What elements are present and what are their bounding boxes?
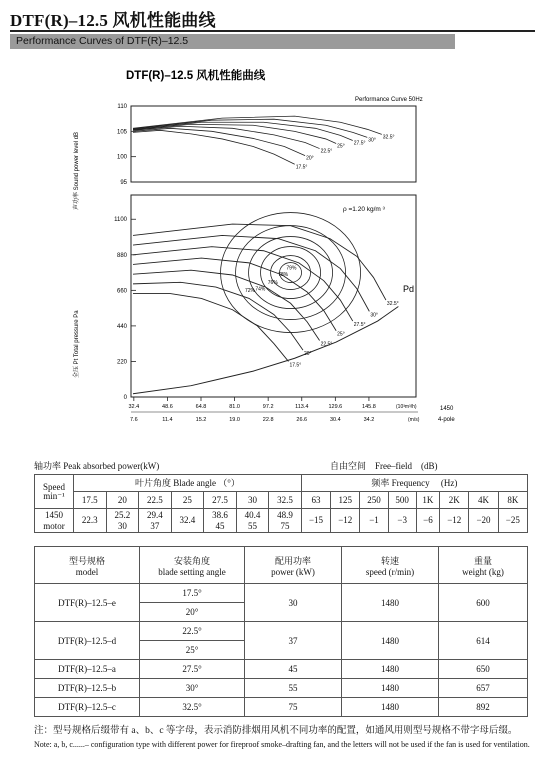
x-tick-label-ms: 30.4 — [329, 417, 341, 423]
pressure-curve — [133, 247, 353, 321]
angle-cell: 30° — [140, 679, 245, 698]
angle-header: 安装角度 blade setting angle — [140, 547, 245, 584]
page-title: DTF(R)–12.5 风机性能曲线 — [10, 11, 216, 30]
angle-cell: 25° — [140, 641, 245, 660]
weight-cell: 650 — [439, 660, 528, 679]
efficiency-contour — [221, 213, 361, 333]
speed-cell: 1480 — [342, 679, 439, 698]
note-chinese: 注：型号规格后缀带有 a、b、c 等字母，表示消防排烟用风机不同功率的配置，如通风用则型号规格不带字母后缀。 — [34, 726, 518, 736]
sound-curve-label: 20° — [306, 155, 314, 162]
angle-header-cell: 27.5 — [204, 492, 237, 509]
x-tick-label-ms: 26.6 — [296, 417, 308, 423]
efficiency-contour — [236, 226, 346, 320]
angle-header-cell: 32.5 — [269, 492, 302, 509]
pressure-curve-label: 22.5° — [320, 341, 333, 348]
pressure-curve-label: 32.5° — [386, 301, 399, 308]
db-cell: −1 — [360, 509, 388, 533]
freq-header-cell: 125 — [331, 492, 360, 509]
model-cell: DTF(R)–12.5–c — [35, 698, 140, 717]
x-tick-label-ms: 15.2 — [195, 417, 207, 423]
speed-cell: 1480 — [342, 584, 439, 622]
speed-cell: 1450 motor — [35, 509, 74, 533]
y-tick-label: 660 — [116, 288, 127, 295]
db-cell: −6 — [416, 509, 439, 533]
power-cell: 48.9 75 — [269, 509, 302, 533]
model-cell: DTF(R)–12.5–b — [35, 679, 140, 698]
x-tick-label: 129.6 — [328, 404, 343, 410]
pressure-curve-label: 20° — [304, 351, 312, 358]
sound-curve-label: 17.5° — [295, 164, 308, 171]
power-cell: 25.2 30 — [106, 509, 139, 533]
y-tick-label: 1100 — [114, 217, 127, 224]
sound-curve-label: 30° — [368, 137, 376, 144]
power-cell: 22.3 — [74, 509, 107, 533]
pressure-curve-label: 17.5° — [289, 362, 302, 369]
upper-y-axis-label: 声功率 Sound power level dB — [74, 131, 80, 210]
pd-curve — [133, 307, 398, 394]
chart-title: DTF(R)–12.5 风机性能曲线 — [126, 70, 266, 82]
upper-plot-area — [117, 104, 416, 186]
table-row — [35, 622, 528, 641]
page-subtitle: Performance Curves of DTF(R)–12.5 — [16, 35, 189, 47]
density-note: ρ =1.20 kg/m ³ — [343, 206, 385, 213]
speed-cell: 1480 — [342, 698, 439, 717]
y-tick-label: 95 — [120, 180, 127, 186]
table-row — [35, 584, 528, 603]
freq-header-cell: 1K — [416, 492, 439, 509]
power-cell: 45 — [245, 660, 342, 679]
sound-curve — [133, 126, 320, 148]
noise-table-caption: 自由空间 Free–field (dB) — [330, 461, 438, 471]
x-tick-label: 145.8 — [362, 404, 376, 410]
efficiency-contour — [261, 247, 321, 299]
power-header: 配用功率 power (kW) — [245, 547, 342, 584]
model-spec-table — [34, 546, 528, 717]
db-cell: −12 — [440, 509, 469, 533]
performance-chart — [58, 60, 478, 440]
angle-header-cell: 30 — [236, 492, 269, 509]
freq-header-cell: 4K — [469, 492, 498, 509]
model-cell: DTF(R)–12.5–a — [35, 660, 140, 679]
angle-header-cell: 25 — [171, 492, 204, 509]
sound-curve-label: 32.5° — [382, 134, 395, 141]
angle-cell: 32.5° — [140, 698, 245, 717]
sound-curve-label: 25° — [337, 143, 345, 150]
freq-header-cell: 63 — [301, 492, 330, 509]
efficiency-label: 79% — [286, 265, 297, 272]
speed-header: Speed min⁻¹ — [35, 475, 74, 509]
pd-label: Pd — [403, 284, 415, 294]
power-cell: 37 — [245, 622, 342, 660]
weight-cell: 892 — [439, 698, 528, 717]
db-cell: −25 — [498, 509, 527, 533]
pressure-curve — [133, 294, 288, 362]
weight-cell: 614 — [439, 622, 528, 660]
efficiency-contour — [249, 237, 333, 309]
y-tick-label: 0 — [123, 395, 127, 401]
db-cell: −15 — [301, 509, 330, 533]
pressure-curve — [133, 270, 320, 340]
x-unit-ms: (m/s) — [408, 417, 420, 423]
weight-header: 重量 weight (kg) — [439, 547, 528, 584]
x-tick-label: 113.4 — [295, 404, 309, 410]
speed-note-1: 1450 — [440, 406, 454, 412]
speed-cell: 1480 — [342, 660, 439, 679]
x-tick-label: 97.2 — [262, 404, 274, 410]
power-cell: 40.4 55 — [236, 509, 269, 533]
db-cell: −20 — [469, 509, 498, 533]
x-tick-label-ms: 7.6 — [130, 417, 138, 423]
x-tick-label: 48.6 — [162, 404, 173, 410]
x-unit-m3h: (10³m³/h) — [396, 404, 417, 410]
pressure-curve-label: 25° — [337, 331, 345, 338]
power-cell: 55 — [245, 679, 342, 698]
x-tick-label-ms: 11.4 — [162, 417, 173, 423]
table-row — [35, 679, 528, 698]
weight-cell: 600 — [439, 584, 528, 622]
table-row — [35, 698, 528, 717]
chart-subtitle: Performance Curve 50Hz — [355, 97, 423, 103]
angle-cell: 17.5° — [140, 584, 245, 603]
efficiency-label: 72% — [244, 287, 255, 294]
y-tick-label: 880 — [116, 252, 127, 259]
x-tick-label-ms: 19.0 — [229, 417, 240, 423]
weight-cell: 657 — [439, 679, 528, 698]
y-tick-label: 220 — [116, 359, 127, 366]
sound-curve-label: 22.5° — [320, 148, 333, 155]
efficiency-label: 78% — [278, 271, 289, 278]
angle-header-cell: 22.5 — [139, 492, 172, 509]
efficiency-label: 76% — [267, 279, 278, 286]
note-english: Note: a, b, c......– configuration type with different power for fireproof smoke–drafting fan, and the letters will not be used if the fan is used for ventilation. — [34, 740, 530, 749]
angle-header-cell: 20 — [106, 492, 139, 509]
table-row — [35, 660, 528, 679]
title-divider — [10, 30, 535, 32]
sound-curve — [133, 128, 305, 155]
speed-col-header: 转速 speed (r/min) — [342, 547, 439, 584]
x-tick-label: 64.8 — [195, 404, 207, 410]
power-cell: 32.4 — [171, 509, 204, 533]
pressure-curve-label: 27.5° — [353, 322, 366, 329]
angle-header-cell: 17.5 — [74, 492, 107, 509]
y-tick-label: 440 — [116, 323, 127, 330]
power-table-caption: 轴功率 Peak absorbed power(kW) — [34, 461, 160, 471]
x-tick-label-ms: 22.8 — [262, 417, 274, 423]
y-tick-label: 100 — [116, 154, 127, 161]
pressure-curve — [133, 279, 303, 350]
frequency-header: 频率 Frequency (Hz) — [301, 475, 527, 492]
x-tick-label: 32.4 — [128, 404, 140, 410]
y-tick-label: 110 — [117, 104, 127, 110]
angle-cell: 22.5° — [140, 622, 245, 641]
table-row — [35, 509, 528, 533]
freq-header-cell: 2K — [440, 492, 469, 509]
x-tick-label: 81.0 — [229, 404, 240, 410]
model-cell: DTF(R)–12.5–e — [35, 584, 140, 622]
power-noise-table — [34, 474, 528, 533]
sound-curve — [133, 130, 295, 164]
speed-note-2: 4-pole — [438, 417, 455, 423]
db-cell: −3 — [388, 509, 416, 533]
table-header-row — [35, 492, 528, 509]
efficiency-label: 74% — [255, 286, 266, 293]
sound-curve-label: 27.5° — [353, 140, 366, 147]
angle-cell: 20° — [140, 603, 245, 622]
freq-header-cell: 8K — [498, 492, 527, 509]
power-cell: 29.4 37 — [139, 509, 172, 533]
lower-y-axis-label: 全压 Pt Total pressure Pa — [74, 310, 80, 378]
lower-plot-area — [114, 195, 418, 423]
y-tick-label: 105 — [116, 129, 127, 136]
power-cell: 30 — [245, 584, 342, 622]
speed-cell: 1480 — [342, 622, 439, 660]
pressure-curve-label: 30° — [370, 312, 378, 319]
freq-header-cell: 500 — [388, 492, 416, 509]
blade-angle-header: 叶片角度 Blade angle （°） — [74, 475, 302, 492]
db-cell: −12 — [331, 509, 360, 533]
power-cell: 75 — [245, 698, 342, 717]
angle-cell: 27.5° — [140, 660, 245, 679]
x-tick-label-ms: 34.2 — [363, 417, 375, 423]
model-cell: DTF(R)–12.5–d — [35, 622, 140, 660]
power-cell: 38.6 45 — [204, 509, 237, 533]
model-header: 型号规格 model — [35, 547, 140, 584]
freq-header-cell: 250 — [360, 492, 388, 509]
